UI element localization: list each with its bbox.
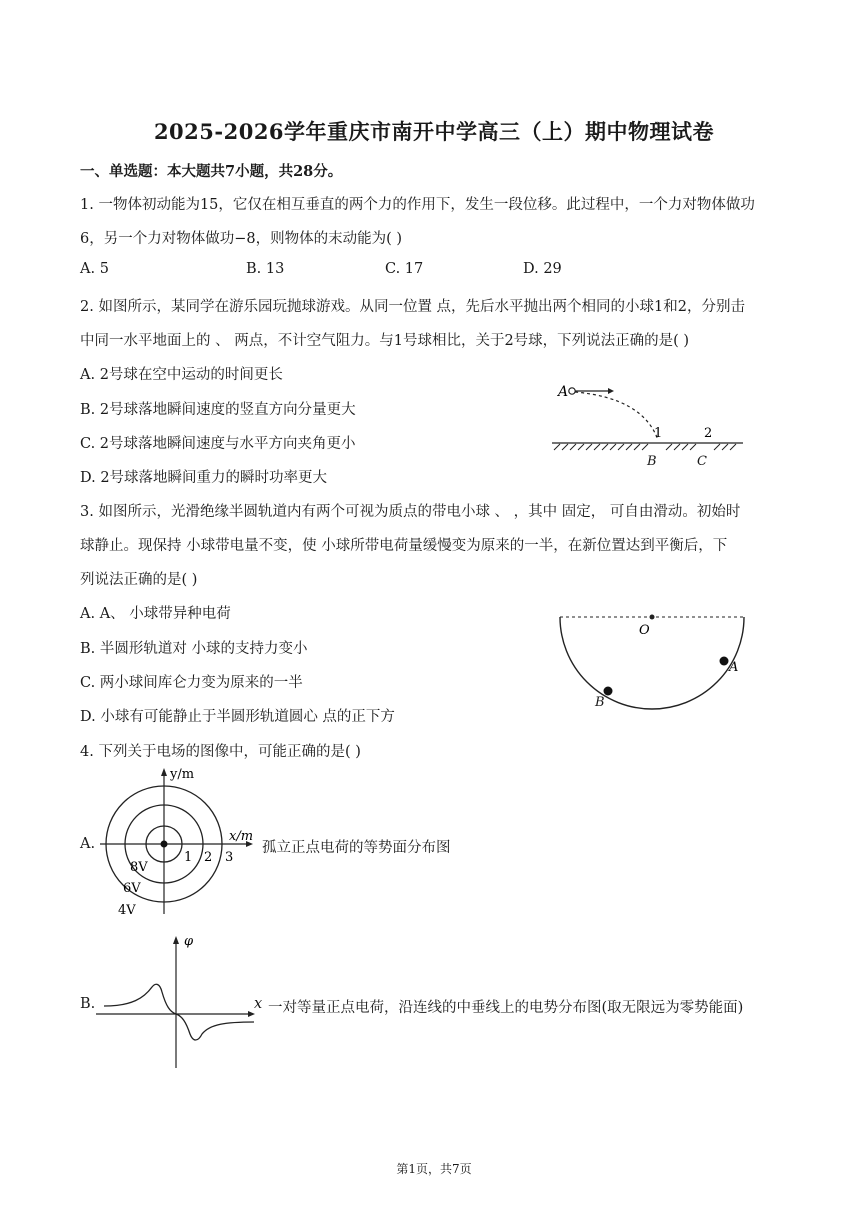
- q1-option-a: A. 5: [80, 261, 109, 277]
- ball-a-icon: [720, 657, 729, 666]
- q4-option-b-prefix: B.: [80, 996, 96, 1012]
- label-b: B: [595, 695, 605, 710]
- q4-line1: 4. 下列关于电场的图像中，可能正确的是( ): [80, 744, 361, 760]
- q1-option-c: C. 17: [385, 261, 424, 277]
- q3-option-c: C. 两小球间库仑力变为原来的一半: [80, 675, 303, 691]
- q3-line1: 3. 如图所示，光滑绝缘半圆轨道内有两个可视为质点的带电小球 、 ，其中 固定， 可自由滑动。初始时: [80, 504, 741, 520]
- q4-option-a-caption: 孤立正点电荷的等势面分布图: [262, 840, 451, 856]
- section-heading: 一、单选题：本大题共7小题，共28分。: [80, 163, 343, 180]
- q3-option-b: B. 半圆形轨道对 小球的支持力变小: [80, 641, 308, 657]
- page-footer: 第1页，共7页: [396, 1162, 472, 1176]
- q3-line3: 列说法正确的是( ): [80, 572, 198, 588]
- q2-line1: 2. 如图所示，某同学在游乐园玩抛球游戏。从同一位置 点，先后水平抛出两个相同的小球1和2，分别击: [80, 299, 745, 315]
- y-axis-arrow-icon: [161, 768, 167, 776]
- potential-label-4v: 4V: [118, 903, 136, 918]
- label-a: A: [558, 384, 569, 400]
- tick-2: 2: [204, 850, 213, 865]
- tick-1: 1: [184, 850, 193, 865]
- page-title: 2025-2026学年重庆市南开中学高三（上）期中物理试卷: [153, 119, 715, 144]
- q1-option-b: B. 13: [246, 261, 285, 277]
- arrow-head-icon: [608, 388, 614, 394]
- label-2: 2: [704, 426, 713, 441]
- q2-option-c: C. 2号球落地瞬间速度与水平方向夹角更小: [80, 436, 356, 452]
- potential-curve: [104, 984, 254, 1040]
- tick-3: 3: [225, 850, 234, 865]
- q1-option-d: D. 29: [523, 261, 562, 277]
- q2-option-a: A. 2号球在空中运动的时间更长: [80, 367, 283, 383]
- point-charge: [161, 841, 168, 848]
- label-c: C: [697, 454, 707, 469]
- semicircle-track-figure: [556, 607, 748, 717]
- label-o: O: [639, 623, 650, 638]
- q1-line2: 6，另一个力对物体做功−8，则物体的末动能为( ): [80, 231, 403, 247]
- semicircle-track: [560, 617, 744, 709]
- q4-option-b-caption: 一对等量正点电荷，沿连线的中垂线上的电势分布图(取无限远为零势能面): [268, 1000, 744, 1016]
- x-axis-label: x/m: [229, 829, 254, 844]
- projectile-figure: [548, 378, 748, 452]
- q1-line1: 1. 一物体初动能为15，它仅在相互垂直的两个力的作用下，发生一段位移。此过程中，一个力对物体做功: [80, 197, 755, 213]
- label-b: B: [647, 454, 657, 469]
- q3-line2: 球静止。现保持 小球带电量不变，使 小球所带电荷量缓慢变为原来的一半，在新位置达到平衡后，下: [80, 538, 728, 554]
- q4-option-a-prefix: A.: [80, 836, 96, 852]
- q2-option-b: B. 2号球落地瞬间速度的竖直方向分量更大: [80, 402, 356, 418]
- y-axis-label: y/m: [170, 767, 195, 782]
- phi-axis-label: φ: [184, 934, 194, 949]
- ground-hatching: [554, 444, 736, 450]
- q3-option-d: D. 小球有可能静止于半圆形轨道圆心 点的正下方: [80, 709, 395, 725]
- q2-line2: 中同一水平地面上的 、 两点，不计空气阻力。与1号球相比，关于2号球，下列说法正确的是( ): [80, 333, 690, 349]
- potential-label-8v: 8V: [130, 860, 148, 875]
- x-axis-label: x: [254, 996, 263, 1012]
- potential-graph-figure: [96, 930, 268, 1072]
- ball-icon: [569, 388, 575, 394]
- center-point: [650, 615, 655, 620]
- q2-option-d: D. 2号球落地瞬间重力的瞬时功率更大: [80, 470, 328, 486]
- phi-axis-arrow-icon: [173, 936, 179, 944]
- potential-label-6v: 6V: [123, 881, 141, 896]
- label-1: 1: [654, 426, 663, 441]
- label-a: A: [729, 660, 739, 675]
- trajectory-curve: [575, 392, 658, 440]
- q3-option-a: A. A、 小球带异种电荷: [80, 606, 231, 622]
- equipotential-figure: [96, 762, 266, 922]
